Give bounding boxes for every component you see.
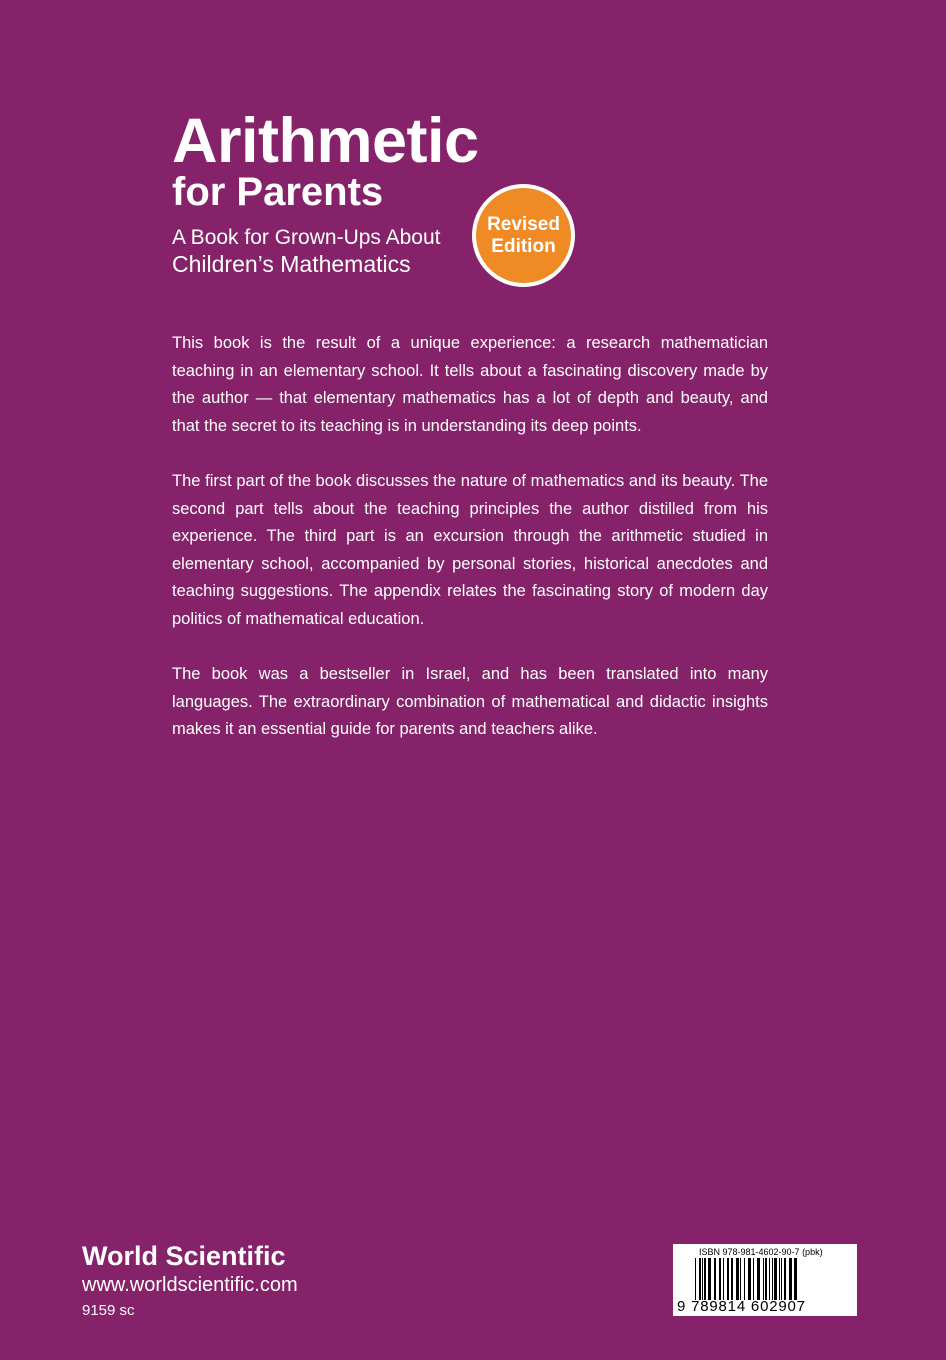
- barcode-bar: [723, 1258, 724, 1300]
- barcode-bar: [789, 1258, 792, 1300]
- barcode-bar: [708, 1258, 711, 1300]
- revised-edition-badge: [472, 184, 575, 287]
- barcode-digits: 9 789814 602907: [677, 1298, 806, 1315]
- publisher-name: World Scientific: [82, 1241, 286, 1271]
- barcode-bar: [727, 1258, 729, 1300]
- barcode-bar: [753, 1258, 754, 1300]
- blurb-paragraph-1: This book is the result of a unique experience: a research mathematician teaching in an elementary school. It tells about a fascinating discovery made by the author — that elementary mathematics has a lot of depth and beauty, and that the secret to its teaching is in understanding its deep points.: [172, 334, 768, 435]
- badge-circle: [476, 188, 571, 283]
- barcode-bar: [784, 1258, 786, 1300]
- product-code: 9159 sc: [82, 1302, 135, 1319]
- blurb: [172, 330, 768, 772]
- badge-line-1: Revised: [487, 213, 560, 235]
- badge-line-2: Edition: [491, 235, 556, 257]
- barcode-bar: [704, 1258, 706, 1300]
- publisher-block: [82, 1240, 298, 1322]
- barcode-bar: [744, 1258, 745, 1300]
- barcode-bar: [695, 1258, 696, 1300]
- publisher-url: www.worldscientific.com: [82, 1274, 298, 1296]
- subtitle-line-2: Children’s Mathematics: [172, 251, 411, 277]
- barcode-bar: [740, 1258, 741, 1300]
- barcode-bar: [781, 1258, 782, 1300]
- book-title: Arithmetic: [172, 106, 479, 176]
- barcode-bar: [699, 1258, 701, 1300]
- subtitle-line-1: A Book for Grown-Ups About: [172, 226, 441, 249]
- blurb-paragraph-3: The book was a bestseller in Israel, and has been translated into many languages. The extraordinary combination of mathematical and didactic insights makes it an essential guide for parents and teachers alike.: [172, 665, 768, 738]
- barcode-bar: [769, 1258, 770, 1300]
- barcode-bar: [719, 1258, 721, 1300]
- barcode-bar: [736, 1258, 739, 1300]
- barcode-bar: [774, 1258, 777, 1300]
- barcode-bar: [731, 1258, 733, 1300]
- barcode-bar: [757, 1258, 760, 1300]
- barcode-bars: [695, 1258, 835, 1300]
- isbn-text: ISBN 978-981-4602-90-7 (pbk): [699, 1247, 823, 1257]
- barcode-bar: [765, 1258, 767, 1300]
- barcode-bar: [779, 1258, 780, 1300]
- blurb-paragraph-2: The first part of the book discusses the nature of mathematics and its beauty. The second part tells about the teaching principles the author distilled from his experience. The third part is an excursion through the arithmetic studied in elementary school, accompanied by personal stories, historical anecdotes and teaching suggestions. The appendix relates the fascinating story of modern day politics of mathematical education.: [172, 472, 768, 628]
- barcode-bar: [748, 1258, 751, 1300]
- barcode-bar: [763, 1258, 764, 1300]
- barcode: [673, 1244, 857, 1316]
- barcode-bar: [702, 1258, 703, 1300]
- barcode-bar: [772, 1258, 773, 1300]
- barcode-bar: [794, 1258, 797, 1300]
- barcode-bar: [714, 1258, 716, 1300]
- book-title-sub: for Parents: [172, 170, 384, 214]
